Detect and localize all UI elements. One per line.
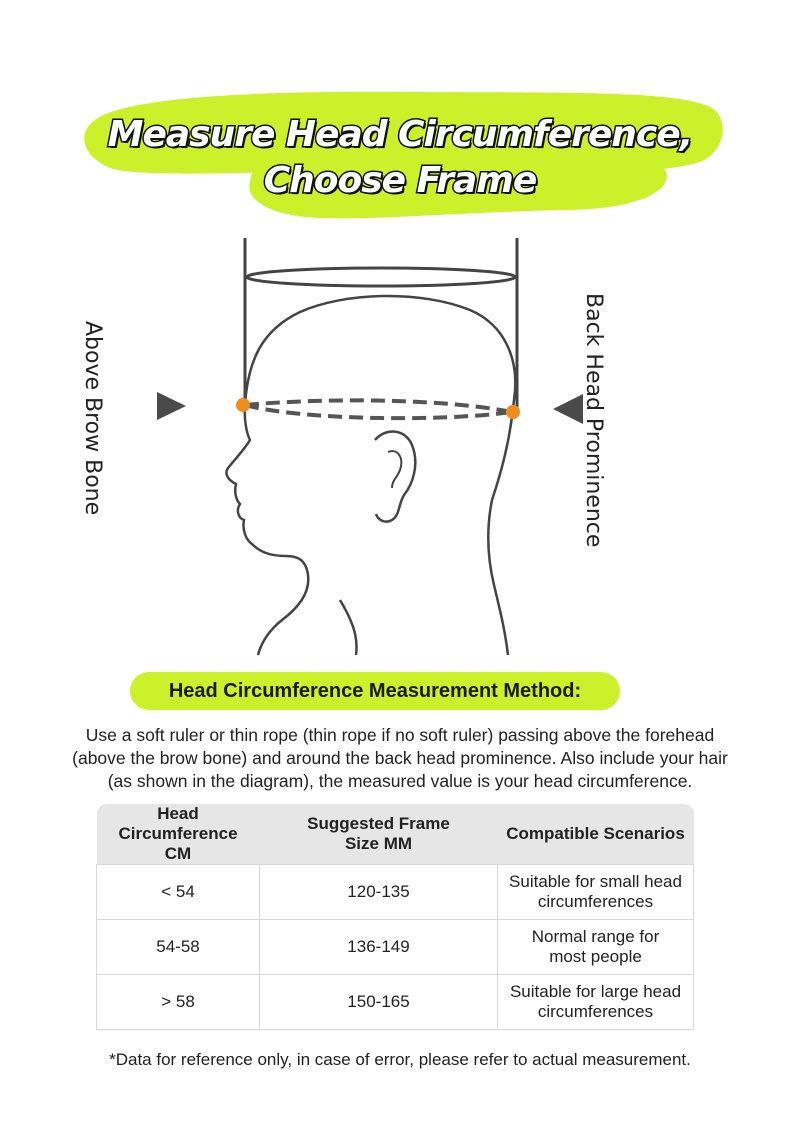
page-title-line-2: Choose Frame [263,160,537,201]
method-heading-pill [130,672,620,710]
table-row [97,920,694,975]
table-row [97,865,694,920]
measurement-loop-back [245,405,512,418]
scenario-text: circumferences [537,1002,654,1021]
back-head-marker [506,405,520,419]
header-text: Suggested Frame [307,814,450,833]
head-outline [245,296,515,655]
size-table [96,804,694,1030]
scenario-text: Suitable for small head [509,872,682,891]
title-area [0,60,800,230]
method-line: (as shown in the diagram), the measured value is your head circumference. [107,771,693,791]
header-text: Head Circumference [118,804,238,843]
top-ring [247,268,515,286]
head-diagram [0,230,800,660]
header-text: Size MM [344,834,413,853]
arrow-right-icon [157,392,186,420]
page-title-line-1: Measure Head Circumference, [107,114,693,155]
circumference-cell: > 58 [97,975,260,1030]
header-text: CM [164,844,192,863]
header-frame-size [260,804,498,865]
header-text: Compatible Scenarios [506,824,685,843]
method-description [40,724,760,793]
face-profile [226,405,308,655]
footnote: *Data for reference only, in case of error, please refer to actual measurement. [109,1050,691,1069]
ear-inner [388,451,401,488]
scenario-cell [498,975,694,1030]
circumference-cell: 54-58 [97,920,260,975]
scenario-cell [498,920,694,975]
method-line: Use a soft ruler or thin rope (thin rope if no soft ruler) passing above the forehead [85,725,715,745]
scenario-text: Normal range for [531,927,660,946]
method-heading: Head Circumference Measurement Method: [168,680,582,702]
frame-size-cell: 150-165 [260,975,498,1030]
frame-size-cell: 136-149 [260,920,498,975]
header-scenarios [498,804,694,865]
ear [375,432,415,522]
scenario-text: Suitable for large head [509,982,682,1001]
table-header-row [97,804,694,865]
scenario-cell [498,865,694,920]
frame-size-cell: 120-135 [260,865,498,920]
table-row [97,975,694,1030]
scenario-text: circumferences [537,892,654,911]
scenario-text: most people [549,947,642,966]
above-brow-bone-label: Above Brow Bone [80,321,105,516]
neck-back [340,600,357,655]
circumference-cell: < 54 [97,865,260,920]
back-head-prominence-label: Back Head Prominence [581,293,606,548]
arrow-left-icon [553,394,583,424]
method-line: (above the brow bone) and around the back head prominence. Also include your hair [72,748,728,768]
measurement-loop-front [245,400,512,412]
header-head-circumference [97,804,260,865]
brow-marker [236,398,250,412]
